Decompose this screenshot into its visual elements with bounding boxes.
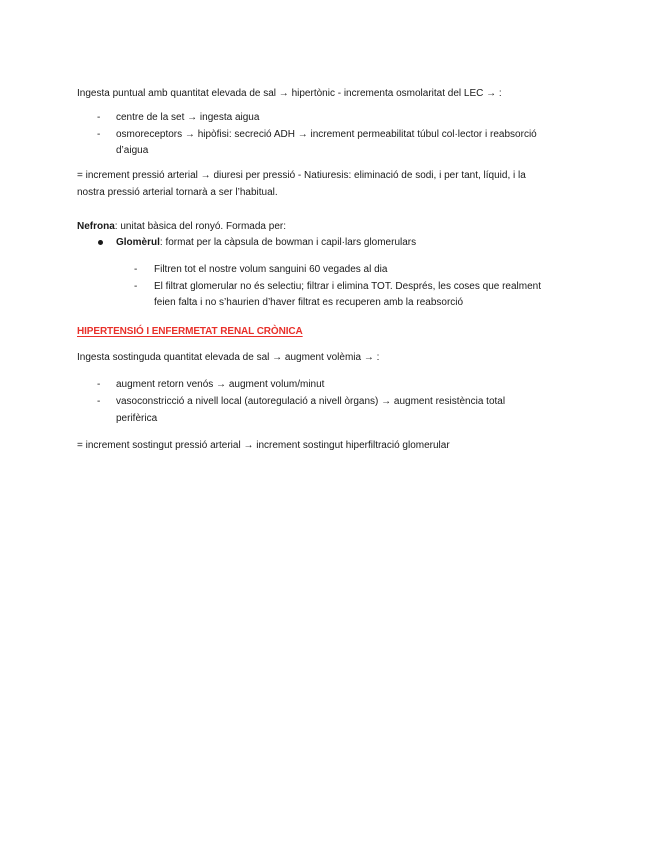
glomerul-text: : format per la càpsula de bowman i capil·lars glomerulars xyxy=(159,237,417,248)
sublist-item-text: Filtren tot el nostre volum sanguini 60 vegades al dia xyxy=(154,264,388,275)
section3-intro: Ingesta sostinguda quantitat elevada de sal → augment volèmia → : xyxy=(77,352,380,363)
sublist-dash: - xyxy=(134,281,138,292)
section1-intro: Ingesta puntual amb quantitat elevada de sal → hipertònic - incrementa osmolaritat del LEC → : xyxy=(77,88,502,99)
list-item-text: augment retorn venós → augment volum/minut xyxy=(116,379,325,390)
list-item-text: vasoconstricció a nivell local (autoregulació a nivell òrgans) → augment resistència total xyxy=(116,396,506,407)
list-item-text: centre de la set → ingesta aigua xyxy=(116,112,260,123)
section-heading: HIPERTENSIÓ I ENFERMETAT RENAL CRÒNICA xyxy=(77,326,303,337)
glomerul-item xyxy=(116,237,416,249)
bullet-dot-icon xyxy=(98,240,103,245)
sublist-item-text-cont: feien falta i no s’haurien d’haver filtrat es recuperen amb la reabsorció xyxy=(154,297,464,308)
nefrona-term: Nefrona xyxy=(77,221,115,232)
section1-result-line1: = increment pressió arterial → diuresi per pressió - Natiuresis: eliminació de sodi, i per tant, líquid, i la xyxy=(77,170,526,181)
glomerul-term: Glomèrul xyxy=(116,237,160,248)
list-item-text-cont: d’aigua xyxy=(116,145,149,156)
sublist-item-text: El filtrat glomerular no és selectiu; filtrar i elimina TOT. Després, les coses que realment xyxy=(154,281,542,292)
list-dash: - xyxy=(97,129,101,140)
section1-result-line2: nostra pressió arterial tornarà a ser l’habitual. xyxy=(77,187,278,198)
list-item-text-cont: perifèrica xyxy=(116,413,158,424)
list-dash: - xyxy=(97,396,101,407)
sublist-dash: - xyxy=(134,264,138,275)
section3-result: = increment sostingut pressió arterial → increment sostingut hiperfiltració glomerular xyxy=(77,440,450,451)
list-item-text: osmoreceptors → hipòfisi: secreció ADH → increment permeabilitat túbul col·lector i reabsorció xyxy=(116,129,537,140)
list-dash: - xyxy=(97,112,101,123)
nefrona-definition xyxy=(77,221,286,233)
nefrona-definition-text: : unitat bàsica del ronyó. Formada per: xyxy=(114,221,286,232)
list-dash: - xyxy=(97,379,101,390)
